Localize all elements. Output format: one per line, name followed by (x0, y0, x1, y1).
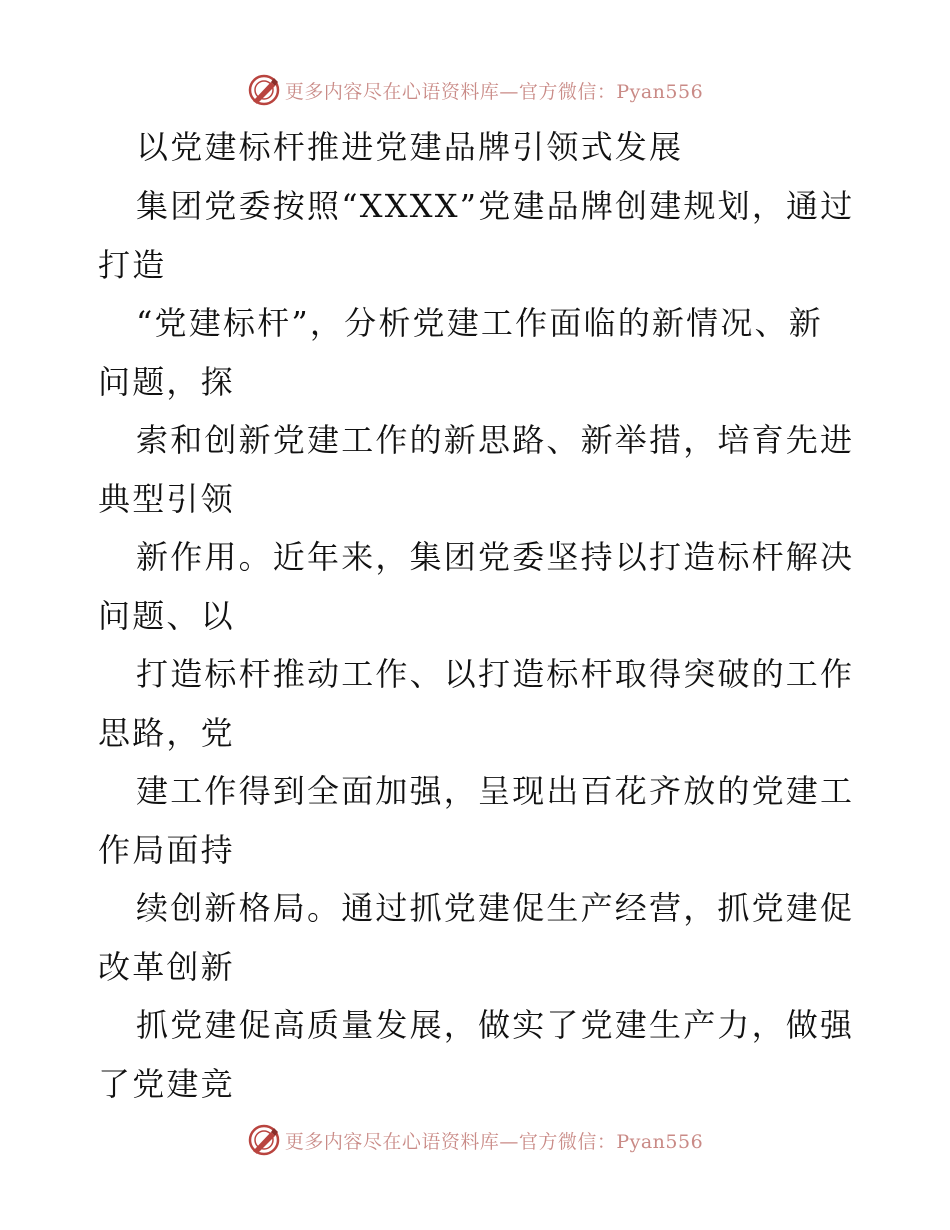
doc-line: 集团党委按照“XXXX”党建品牌创建规划，通过 (136, 187, 855, 225)
doc-line: 思路，党 (98, 714, 235, 752)
doc-line: 改革创新 (98, 948, 235, 986)
banner-text: 更多内容尽在心语资料库—官方微信：Pyan556 (284, 1130, 704, 1153)
doc-line: 了党建竞 (98, 1065, 235, 1103)
doc-line: 作局面持 (98, 831, 235, 869)
doc-line: 打造 (98, 246, 167, 284)
doc-line: 索和创新党建工作的新思路、新举措，培育先进 (136, 421, 855, 459)
doc-line: 问题、以 (98, 597, 235, 635)
header-banner (0, 70, 950, 110)
doc-line: “党建标杆”，分析党建工作面临的新情况、新 (136, 304, 823, 342)
doc-line: 续创新格局。通过抓党建促生产经营，抓党建促 (136, 889, 855, 927)
doc-line: 抓党建促高质量发展，做实了党建生产力，做强 (136, 1006, 855, 1044)
doc-line: 典型引领 (98, 480, 235, 518)
banner-text: 更多内容尽在心语资料库—官方微信：Pyan556 (284, 80, 704, 103)
doc-line: 建工作得到全面加强，呈现出百花齐放的党建工 (136, 772, 855, 810)
doc-line: 新作用。近年来，集团党委坚持以打造标杆解决 (136, 538, 855, 576)
pen-logo-icon (247, 1123, 281, 1157)
doc-line: 打造标杆推动工作、以打造标杆取得突破的工作 (136, 655, 855, 693)
doc-line: 问题，探 (98, 363, 235, 401)
pen-logo-icon (247, 73, 281, 107)
doc-title: 以党建标杆推进党建品牌引领式发展 (136, 128, 684, 166)
footer-banner (0, 1120, 950, 1160)
